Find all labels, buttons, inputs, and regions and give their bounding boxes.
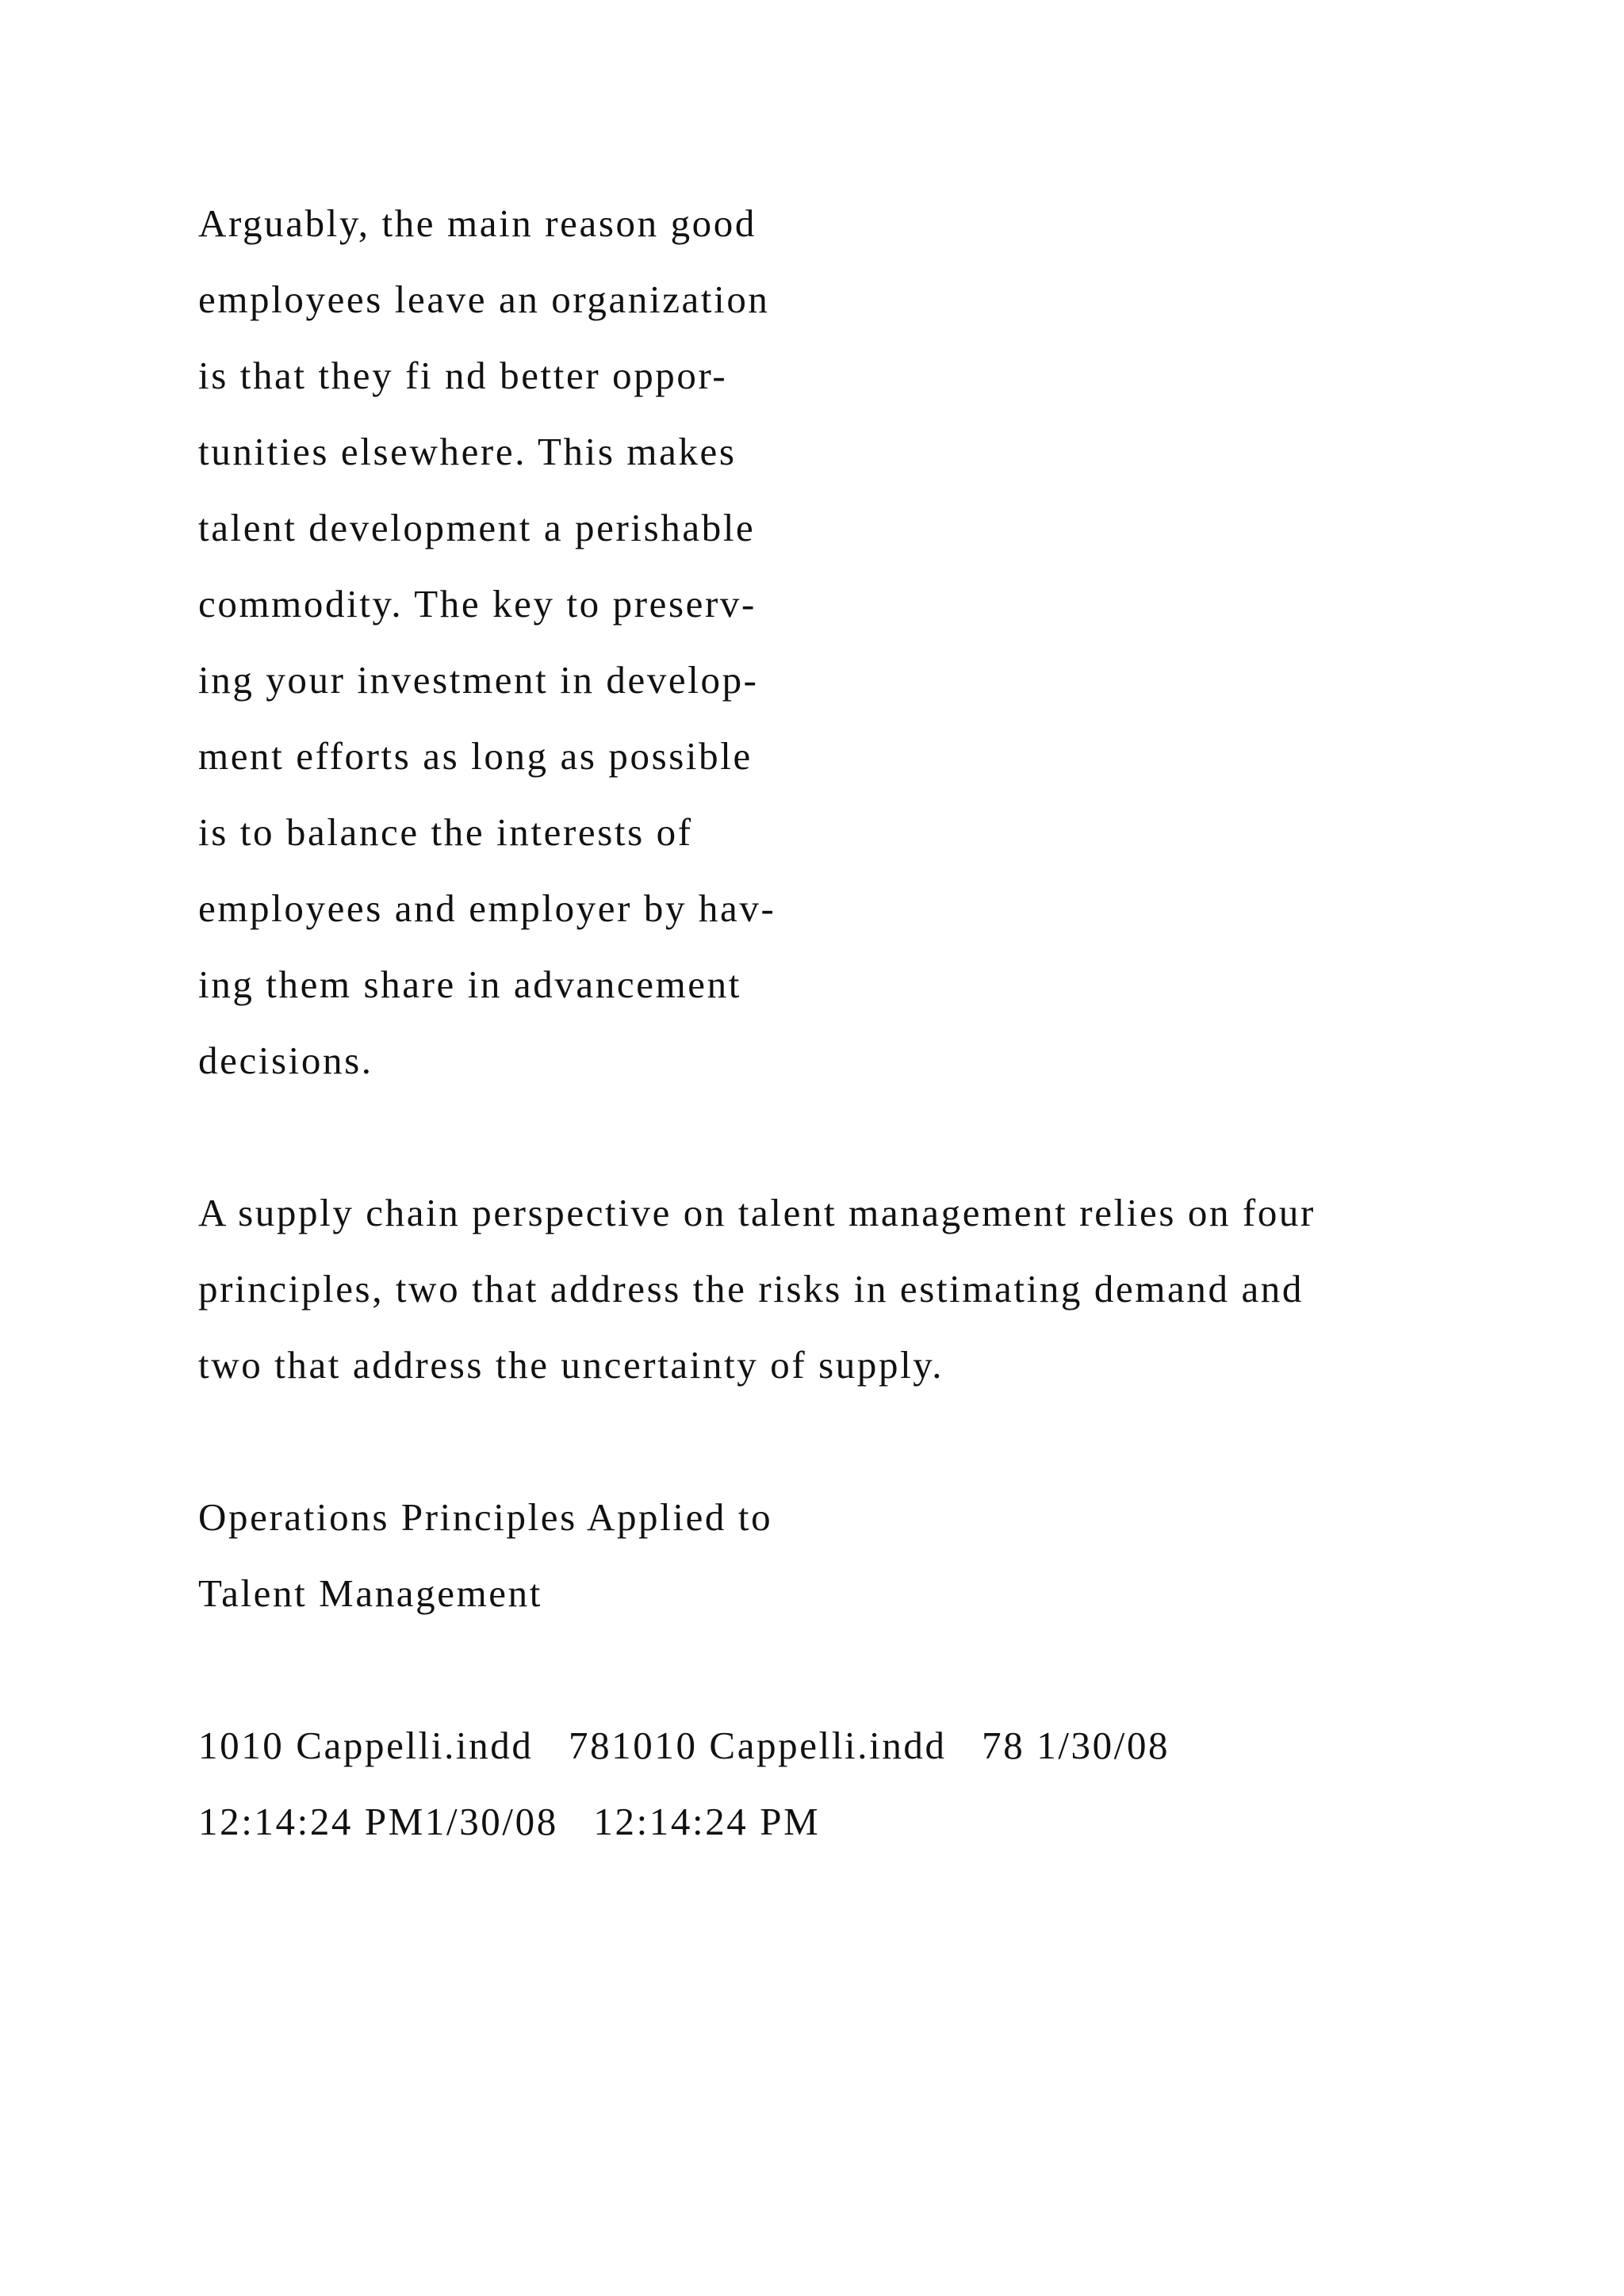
slug-line: 12:14:24 PM1/30/08 12:14:24 PM <box>198 1800 821 1843</box>
text-line: ment efforts as long as possible <box>198 734 753 778</box>
text-line: is to balance the interests of <box>198 810 693 854</box>
file-slug-line <box>198 1708 1170 1860</box>
text-line: talent development a perishable <box>198 506 756 549</box>
text-line: commodity. The key to preserv- <box>198 582 756 626</box>
text-line: ing them share in advancement <box>198 962 741 1006</box>
body-paragraph-retention <box>198 186 776 1099</box>
text-line: A supply chain perspective on talent management relies on four <box>198 1191 1316 1234</box>
heading-line: Operations Principles Applied to <box>198 1495 773 1539</box>
text-line: is that they fi nd better oppor- <box>198 354 728 397</box>
text-line: tunities elsewhere. This makes <box>198 430 737 473</box>
slug-line: 1010 Cappelli.indd 781010 Cappelli.indd 78 1/30/08 <box>198 1724 1170 1767</box>
heading-line: Talent Management <box>198 1571 542 1615</box>
body-paragraph-supply-chain <box>198 1175 1316 1403</box>
text-line: employees and employer by hav- <box>198 886 776 930</box>
text-line: principles, two that address the risks in estimating demand and <box>198 1267 1304 1311</box>
text-line: ing your investment in develop- <box>198 658 759 702</box>
text-line: Arguably, the main reason good <box>198 201 756 245</box>
text-line: employees leave an organization <box>198 277 770 321</box>
section-heading <box>198 1479 772 1632</box>
text-line: two that address the uncertainty of supply. <box>198 1343 944 1387</box>
text-line: decisions. <box>198 1039 373 1082</box>
